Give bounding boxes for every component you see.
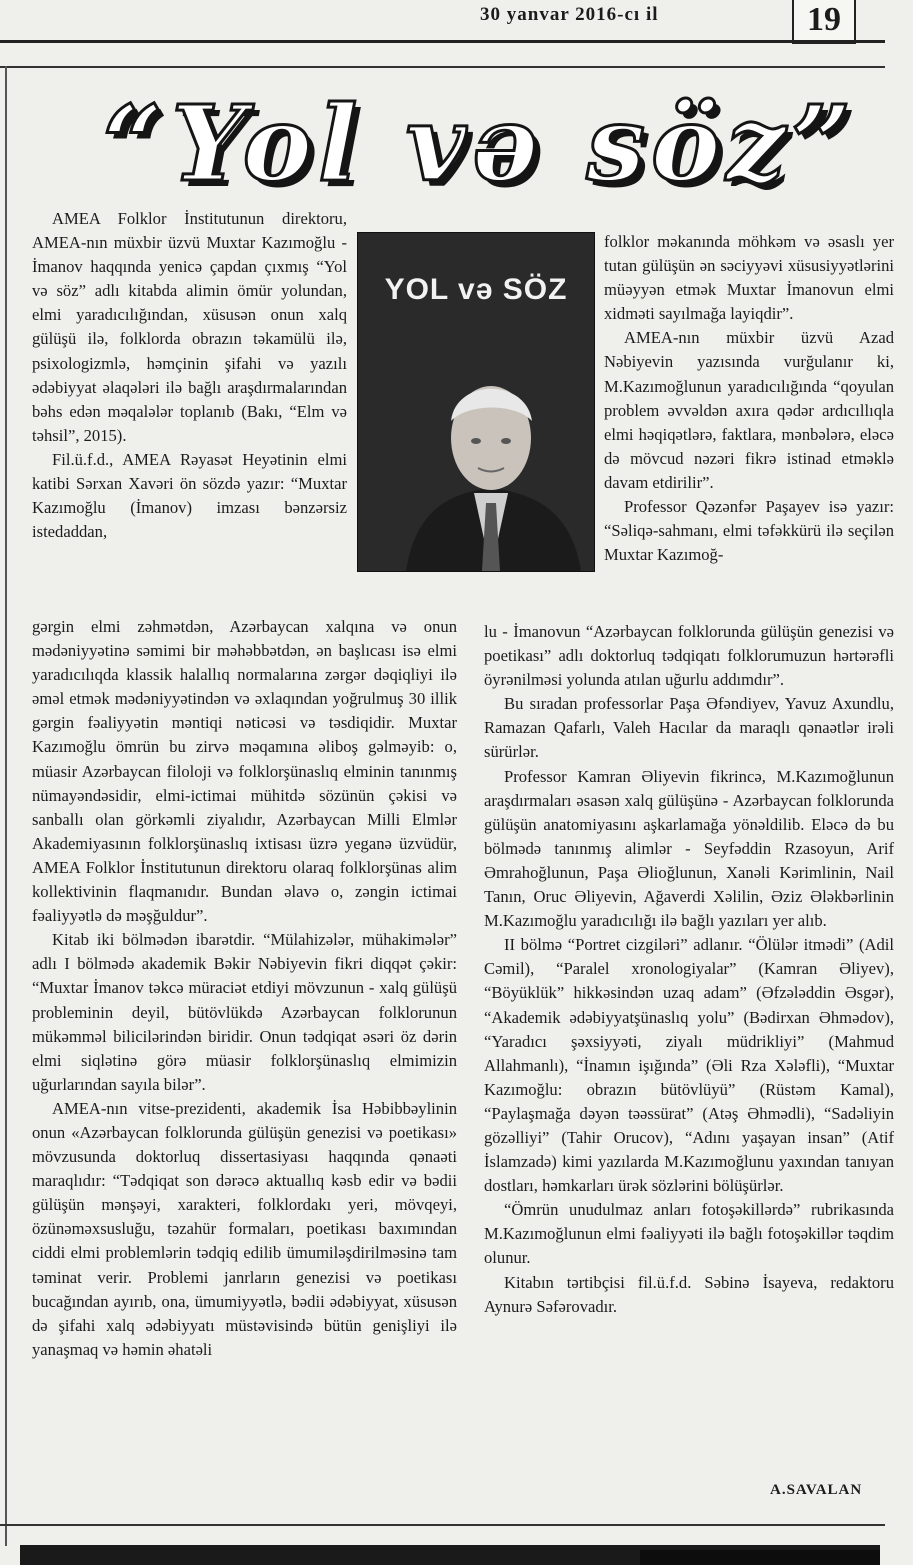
- author-signature: A.SAVALAN: [770, 1482, 863, 1498]
- header-rule-lower: [0, 66, 885, 68]
- paragraph: folklor məkanında möhkəm və əsaslı yer tutan gülüşün ən səciyyəvi xüsusiyyətlərini müəyyən etmək Muxtar İmanovun elmi xidməti sayılmağa layiqdir”.: [604, 232, 894, 324]
- paragraph: Professor Qəzənfər Paşayev isə yazır: “Səliqə-sahmanı, elmi təfəkkürü ilə seçilən Muxtar Kazımoğ-: [604, 497, 894, 565]
- right-column-top: [604, 230, 894, 567]
- header-rule: [0, 40, 885, 43]
- page-number: 19: [792, 0, 856, 44]
- paragraph: “Ömrün unudulmaz anları fotoşəkillərdə” rubrikasında M.Kazımoğlunun elmi fəaliyyəti ilə bağlı fotoşəkillər təqdim olunur.: [484, 1200, 894, 1268]
- book-cover-title: YOL və SÖZ: [384, 273, 568, 306]
- paragraph: Kitabın tərtibçisi fil.ü.f.d. Səbinə İsayeva, redaktoru Aynurə Səfərovadır.: [484, 1272, 894, 1316]
- left-column-main: [32, 615, 457, 1362]
- issue-date: 30 yanvar 2016-cı il: [480, 4, 659, 25]
- right-column-main: [484, 620, 894, 1319]
- paragraph: AMEA-nın vitse-prezidenti, akademik İsa Həbibbəylinin onun «Azərbaycan folklorunda gülüşün genezisi və poetikası» mövzusunda doktorluq dissertasiyası haqqında qənaəti maraqlıdır: “Tədqiqat son dərəcə aktuallıq kəsb edir və bədii gülüşün mənşəyi, xarakteri, folklordakı yeri, mövqeyi, özünəməxsusluğu, təzahür formaları, poetikası baxımından ciddi elmi problemlərin tədqiq edilib ümumiləşdirilməsinə tam təminat verir. Problemi janrların genezisi və poetikası bucağından ayırıb, ona, ümumiyyətlə, bədii ədəbiyyat, xüsusən də şifahi xalq ədəbiyyatı müstəvisində bütün genişliyi ilə yanaşmaq və həmin əhatəli: [32, 1098, 457, 1359]
- paragraph: lu - İmanovun “Azərbaycan folklorunda gülüşün genezisi və poetikası” adlı doktorluq tədqiqatı folklorumuzun hərtərəfli öyrənilməsi yolunda atılan uğurlu addımdır”.: [484, 622, 894, 690]
- article-headline: “Yol və söz”: [102, 82, 858, 205]
- paragraph: Fil.ü.f.d., AMEA Rəyasət Heyətinin elmi katibi Sərxan Xavəri ön sözdə yazır: “Muxtar Kazımoğlu (İmanov) imzası bənzərsiz istedaddan,: [32, 449, 347, 542]
- paragraph: Professor Kamran Əliyevin fikrincə, M.Kazımoğlunun araşdırmaları əsasən xalq gülüşünə - Azərbaycan folklorunda gülüşün anatomiyasını aşkarlamağa yönəldilib. Eləcə də bu bölmədə tanınmış alimlər - Seyfəddin Rzasoyun, Arif Əmrahoğlunun, Paşa Əlioğlunun, Xanəli Kərimlinin, Nail Tanın, Oruc Əliyevin, Ağaverdi Xəlilin, Əziz Ələkbərlinin M.Kazımoğlu yaradıcılığı ilə bağlı yazıları yer alıb.: [484, 766, 894, 931]
- next-article-box: [640, 1550, 880, 1565]
- footer-rule: [0, 1524, 885, 1526]
- paragraph: II bölmə “Portret cizgiləri” adlanır. “Ölülər itmədi” (Adil Cəmil), “Paralel xronologiyalar” (Kamran Əliyev), “Böyüklük” hikkəsindən uzaq adam” (Əfzələddin Əsgər), “Akademik ədəbiyyatşünaslıq yolu” (Bədirxan Əhmədov), “Yaradıcı şəxsiyyəti, ziyalı müdrikliyi” (Mahmud Allahmanlı), “İnamın işığında” (Əli Rza Xələfli), “Muxtar Kazımoğlu: obrazın bütövlüyü” (Rüstəm Kamal), “Paylaşmağa dəyən təəssürat” (Atəş Əhmədli), “Sadəliyin gözəlliyi” (Tahir Orucov), “Adını yaşayan insan” (Atif İslamzadə) kimi yazılarda M.Kazımoğlunu yaxından tanıyan dostları, həmkarları ürək sözlərini bölüşürlər.: [484, 935, 894, 1196]
- left-column-top: [32, 207, 347, 544]
- paragraph: gərgin elmi zəhmətdən, Azərbaycan xalqına və onun mədəniyyətinə səmimi bir məhəbbətdən, ən başlıcası isə elmi yaradıcılıqda klassik halallıq normalarına zərgər dəqiqliyi ilə əməl etmək mədəniyyətindən və əxlaqından yoğrulmuş 30 illik gərgin fəaliyyətin məntiqi nəticəsi və təsdiqidir. Muxtar Kazımoğlu ömrün bu zirvə məqamına əliboş gəlməyib: o, müasir Azərbaycan filoloji və folklorşünaslıq elminin tanınmış nümayəndəsidir, elmi-ictimai mühitdə sözünün çəkisi və sanballı olan görkəmli ziyalıdır, Azərbaycan Milli Elmlər Akademiyasının folklorşünaslıq ixtisası üzrə yeganə üzvüdür, AMEA Folklor İnstitutunun direktoru olaraq folklorşünas alim kollektivinin flaqmanıdır. Bundan əlavə o, zəngin ictimai fəaliyyətlə də məşğuldur”.: [32, 617, 457, 926]
- author-portrait-icon: [396, 343, 586, 571]
- book-cover: [358, 233, 594, 571]
- paragraph: Kitab iki bölmədən ibarətdir. “Mülahizələr, mühakimələr” adlı I bölmədə akademik Bəkir Nəbiyevin fikri diqqət çəkir: “Muxtar İmanov təkcə müraciət etdiyi mövzunun - xalq gülüşü probleminin deyil, bütövlükdə Azərbaycan folklorunun mükəmməl bilicilərindən biridir. Onun tədqiqat əsəri öz dərin elmi siqlətinə görə müasir folklorşünaslıq elmimizin uğurlarından sayıla bilər”.: [32, 930, 457, 1094]
- paragraph: AMEA Folklor İnstitutunun direktoru, AMEA-nın müxbir üzvü Muxtar Kazımoğlu - İmanov haqqında yenicə çapdan çıxmış “Yol və söz” adlı kitabda alimin ömür yolundan, elmi yaradıcılığından, xüsusən onun xalq gülüşü ilə, folklorda obrazın təkamülü ilə, psixologizmlə, həmçinin şifahi və yazılı ədəbiyyat əlaqələri ilə bağlı araşdırmalarından bəhs edən məqalələr toplanıb (Bakı, “Elm və təhsil”, 2015).: [32, 209, 347, 445]
- paragraph: Bu sıradan professorlar Paşa Əfəndiyev, Yavuz Axundlu, Ramazan Qafarlı, Valeh Hacılar da maraqlı qənaətlər irəli sürürlər.: [484, 694, 894, 762]
- left-column-rule: [5, 66, 7, 1546]
- paragraph: AMEA-nın müxbir üzvü Azad Nəbiyevin yazısında vurğulanır ki, M.Kazımoğlunun yaradıcılığında “qoyulan problem əvvəldən axıra qədər ardıcıllıqla elmi həqiqətlərə, faktlara, mənbələrə, eləcə də mövcud nəzəri fikrə istinad etməklə davam etdirilir”.: [604, 328, 894, 492]
